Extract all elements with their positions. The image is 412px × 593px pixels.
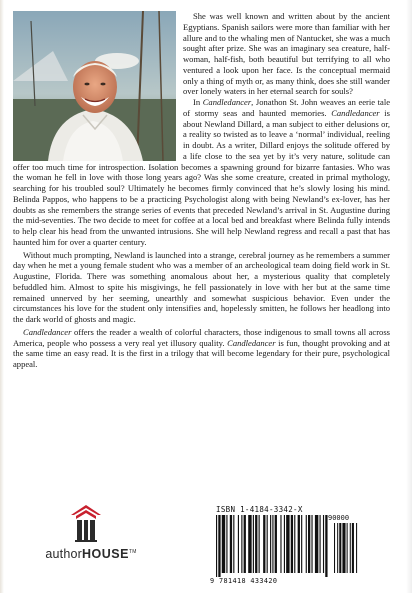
trademark-mark: TM	[128, 548, 137, 555]
blurb-paragraph-4	[13, 327, 390, 370]
book-title: Candledancer	[23, 326, 72, 337]
price-code: 90000	[328, 514, 350, 522]
blurb-text: is fun, thought provoking and at the same time an easy read. It is the first in a trilogy that will become legendary for their pure, psychological appeal.	[13, 337, 390, 369]
blurb-text: offers the reader a wealth of colorful characters, those indigenous to small towns all across America, people who possess a very real yet illusory quality.	[13, 326, 390, 348]
isbn-text: ISBN 1-4184-3342-X	[216, 505, 303, 514]
blurb-text: is about Newland Dillard, a man subject to either delusions or, a reality so twisted as to leave a ‘normal’ individual, reeling in doubt. As a writer, Dillard enjoys the solitude offered by a life close to the sea yet by it’s very nature, solitude can offer too much time for introspection. Isolation becomes a spawning ground for bizarre fantasies. Who was the woman he fell in love with those long years ago? Was she some creature, created in primal mythology, searching for his troubled soul? Ultimately he becomes firmly convinced that he’s slowly losing his mind. Belinda Pappos, who happens to be a practicing Psychologist along with being Newland’s ex-lover, has her doubts as she remembers the strange series of events that preceded Newland’s arrival in St. Augustine during the mid-seventies. The two decide to meet for coffee at a local bed and breakfast where Belinda fully intends to help clear his head from the unwanted intrusions. She will help Newland regress and recall a past that has haunted him for over a quarter century.	[13, 107, 390, 247]
ean-digits: 9 781418 433420	[210, 577, 278, 585]
barcode-bars	[216, 515, 366, 577]
book-title: Candledancer	[202, 97, 252, 107]
blurb-text: In	[193, 97, 203, 107]
publisher-name	[36, 547, 146, 561]
back-cover-blurb	[13, 11, 390, 370]
blurb-paragraph-3	[13, 250, 390, 325]
photo-wrap-space	[13, 11, 183, 158]
cover-edge	[0, 0, 4, 593]
book-title: Candledancer	[331, 107, 380, 118]
publisher-name-prefix: author	[45, 547, 83, 561]
blurb-paragraph-3-text: Without much prompting, Newland is launched into a strange, cerebral journey as he remembers a summer day when he met a young female student who was a member of an archeological team doing field work in St. Augustine, Florida. There was something anomalous about her, a mysterious quality that completely befuddled him. Almost to spite his misgivings, he fell passionately in love with her but at the same time remained unnerved by her seeming, unearthly and somewhat suspicious behavior. Even under the circumstances his love for the student only intensifies and, hopelessly smitten, he follows her headlong into the dark world of ghosts and magic.	[13, 249, 390, 324]
blurb-text: , Jonathon St. John weaves an eerie tale of stormy seas and haunted memories.	[183, 97, 390, 118]
house-icon	[69, 503, 103, 543]
publisher-logo	[36, 503, 146, 571]
publisher-name-suffix: HOUSE	[82, 547, 129, 561]
isbn-barcode	[206, 505, 376, 585]
blurb-paragraph-1-text: She was well known and written about by the ancient Egyptians. Spanish sailors were more than familiar with her allure and to the whaling men of Nantucket, she was a much sought after prize. She was an imaginary sea creature, half-woman, half-fish, both beautiful but terrifying to all who ventured a look upon her face. Is the conceptual mermaid only a thing of myth or, as many think, does she still wander over lonely waters in her eternal search for souls?	[183, 11, 390, 97]
book-title: Candledancer	[227, 337, 276, 348]
cover-edge-right	[406, 0, 412, 593]
